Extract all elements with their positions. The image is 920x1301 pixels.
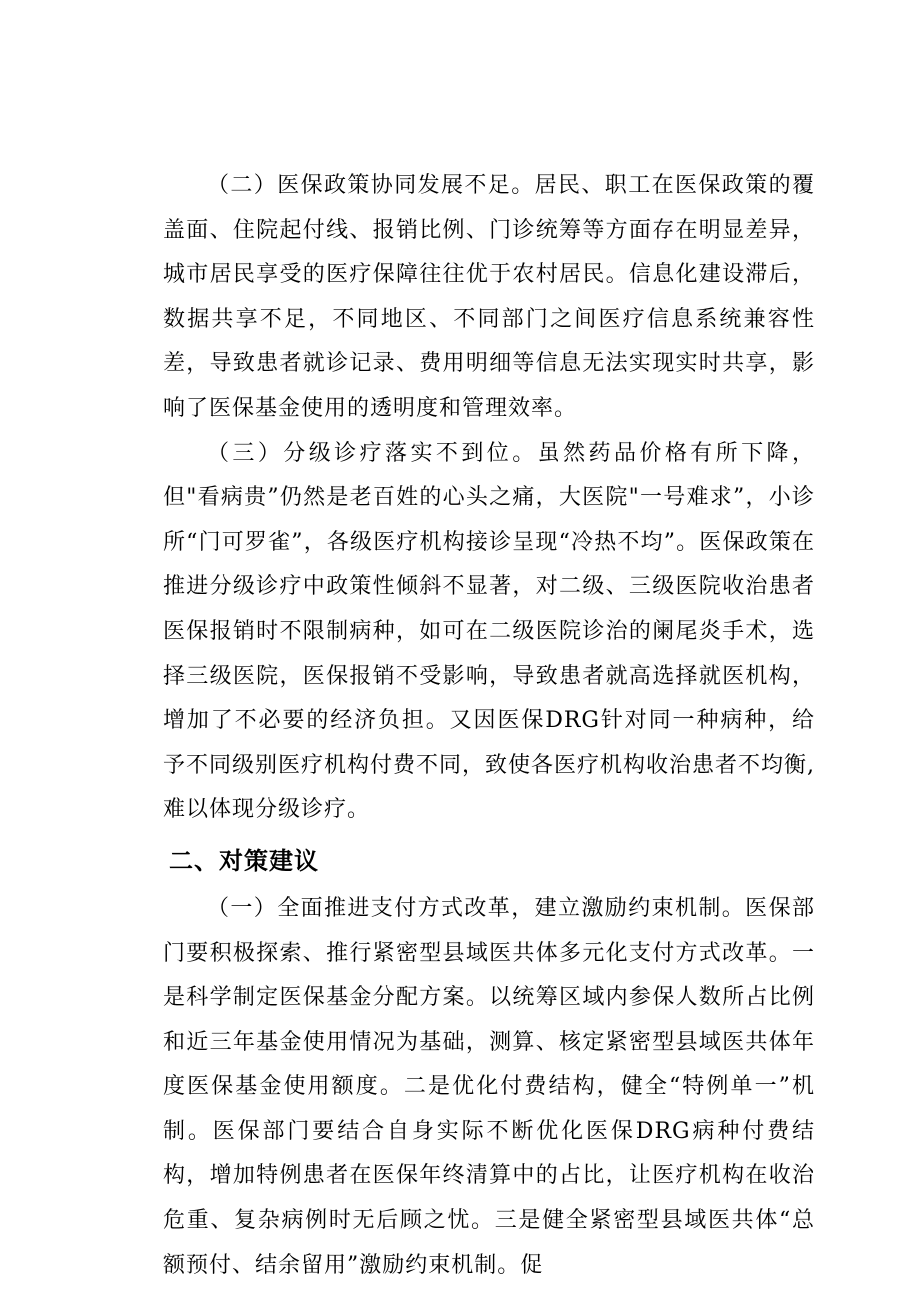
paragraph-payment-reform: （一）全面推进支付方式改革，建立激励约束机制。医保部门要积极探索、推行紧密型县域医共体多元化支付方式改革。一是科学制定医保基金分配方案。以统筹区域内参保人数所占比例和近三年基金使用情况为基础，测算、核定紧密型县域医共体年度医保基金使用额度。二是优化付费结构，健全“特例单一”机制。医保部门要结合自身实际不断优化医保DRG病种付费结构，增加特例患者在医保年终清算中的占比，让医疗机构在收治危重、复杂病例时无后顾之忧。三是健全紧密型县域医共体“总额预付、结余留用”激励约束机制。促 — [163, 895, 815, 1278]
document-page — [163, 164, 815, 1288]
paragraph-tiered-diagnosis: （三）分级诊疗落实不到位。虽然药品价格有所下降，但"看病贵”仍然是老百姓的心头之痛，大医院"一号难求”，小诊所“门可罗雀”，各级医疗机构接诊呈现“冷热不均”。医保政策在推进分级诊疗中政策性倾斜不显著，对二级、三级医院收治患者医保报销时不限制病种，如可在二级医院诊治的阑尾炎手术，选择三级医院，医保报销不受影响，导致患者就高选择就医机构，增加了不必要的经济负担。又因医保DRG针对同一种病种，给予不同级别医疗机构付费不同，致使各医疗机构收治患者不均衡,难以体现分级诊疗。 — [163, 440, 815, 823]
section-heading: 二、对策建议 — [169, 846, 319, 875]
paragraph-policy-coordination: （二）医保政策协同发展不足。居民、职工在医保政策的覆盖面、住院起付线、报销比例、门诊统筹等方面存在明显差异，城市居民享受的医疗保障往往优于农村居民。信息化建设滞后，数据共享不足，不同地区、不同部门之间医疗信息系统兼容性差，导致患者就诊记录、费用明细等信息无法实现实时共享，影响了医保基金使用的透明度和管理效率。 — [163, 173, 815, 421]
